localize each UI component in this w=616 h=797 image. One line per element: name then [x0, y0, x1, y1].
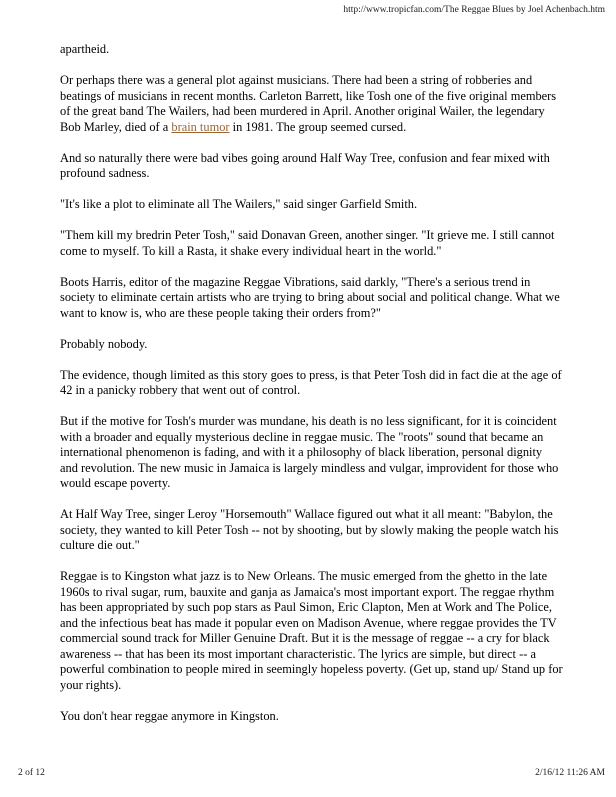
header-url: http://www.tropicfan.com/The Reggae Blues by Joel Achenbach.htm [343, 5, 605, 15]
paragraph: Boots Harris, editor of the magazine Reggae Vibrations, said darkly, "There's a serious trend in society to eliminate certain artists who are trying to bring about social and political change. What we want to know is, who are these people taking their orders from?" [60, 274, 560, 320]
paragraph: "It's like a plot to eliminate all The Wailers," said singer Garfield Smith. [60, 197, 418, 211]
brain-tumor-link[interactable]: brain tumor [171, 119, 230, 134]
paragraph [60, 73, 563, 135]
paragraph: Probably nobody. [60, 336, 148, 351]
article-body [60, 28, 563, 724]
paragraph: Reggae is to Kingston what jazz is to New Orleans. The music emerged from the ghetto in the late 1960s to rival sugar, rum, bauxite and ganja as Jamaica's most important export. The reggae rhythm has been appropriated by such pop stars as Paul Simon, Eric Clapton, Men at Work and The Police, and the infectious beat has made it popular even on Madison Avenue, where reggae provides the TV commercial sound track for Miller Genuine Draft. But it is the message of reggae -- a cry for black awareness -- that has been its most important characteristic. The lyrics are simple, but direct -- a powerful combination to people mired in seemingly hopeless poverty. (Get up, stand up/ Stand up for your rights). [60, 569, 563, 692]
footer-page-number: 2 of 12 [18, 768, 45, 778]
paragraph: "Them kill my bredrin Peter Tosh," said Donavan Green, another singer. "It grieve me. I still cannot come to myself. To kill a Rasta, it shake every individual heart in the world." [60, 228, 555, 258]
paragraph-text: in 1981. The group seemed cursed. [229, 119, 407, 134]
paragraph: At Half Way Tree, singer Leroy "Horsemouth" Wallace figured out what it all meant: "Babylon, the society, they wanted to kill Peter Tosh -- not by shooting, but by slowly making the people watch his culture die out." [60, 507, 559, 552]
paragraph: apartheid. [60, 42, 110, 56]
paragraph: And so naturally there were bad vibes going around Half Way Tree, confusion and fear mixed with profound sadness. [60, 150, 550, 180]
footer-timestamp: 2/16/12 11:26 AM [535, 768, 605, 778]
print-header [0, 5, 605, 15]
paragraph: But if the motive for Tosh's murder was mundane, his death is no less significant, for it is coincident with a broader and equally mysterious decline in reggae music. The "roots" sound that became an international phenomenon is fading, and with it a philosophy of black liberation, personal dignity and revolution. The new music in Jamaica is largely mindless and vulgar, improvident for those who would escape poverty. [60, 414, 559, 490]
paragraph: The evidence, though limited as this story goes to press, is that Peter Tosh did in fact die at the age of 42 in a panicky robbery that went out of control. [60, 367, 562, 397]
paragraph: You don't hear reggae anymore in Kingston. [60, 708, 279, 723]
paragraph-text: Or perhaps there was a general plot against musicians. There had been a string of robberies and beatings of musicians in recent months. Carleton Barrett, like Tosh one of the five original members of the great band The Wailers, had been murdered in April. Another original Wailer, the legendary Bob Marley, died of a [60, 73, 557, 134]
